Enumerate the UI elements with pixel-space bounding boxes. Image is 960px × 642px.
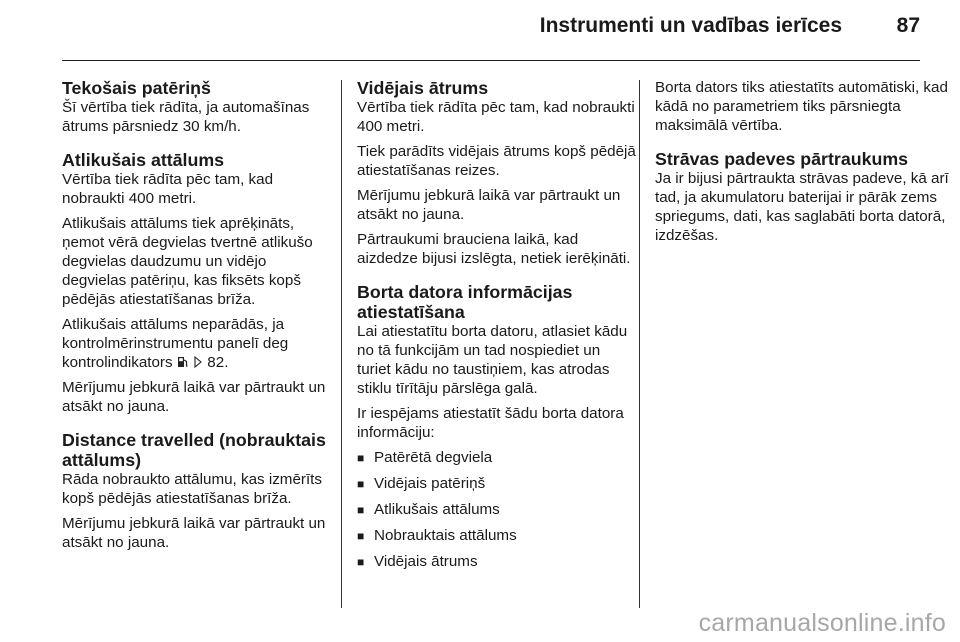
section-heading-power-interruption: Strāvas padeves pārtraukums bbox=[655, 149, 909, 169]
column-1 bbox=[62, 78, 334, 558]
section-heading-reset: Borta datora informācijas atiestatīšana bbox=[357, 282, 573, 322]
header-divider bbox=[62, 60, 920, 61]
section-heading-remaining-range: Atlikušais attālums bbox=[62, 150, 225, 170]
bullet-icon: ■ bbox=[357, 555, 365, 569]
bullet-icon: ■ bbox=[357, 529, 365, 543]
page-number: 87 bbox=[896, 14, 920, 37]
paragraph-text: Atlikušais attālums neparādās, ja kontrolmērinstrumentu panelī deg kontrolindikators bbox=[62, 316, 289, 371]
section-heading-current-consumption: Tekošais patēriņš bbox=[62, 78, 211, 98]
list-item bbox=[357, 500, 637, 520]
bullet-icon: ■ bbox=[357, 477, 365, 491]
paragraph: Mērījumu jebkurā laikā var pārtraukt un atsākt no jauna. bbox=[357, 187, 621, 223]
paragraph: Mērījumu jebkurā laikā var pārtraukt un atsākt no jauna. bbox=[62, 515, 326, 551]
list-item bbox=[357, 448, 637, 468]
page-reference-icon bbox=[193, 356, 203, 368]
page-header-title: Instrumenti un vadības ierīces bbox=[539, 14, 842, 37]
bullet-icon: ■ bbox=[357, 503, 365, 517]
list-item bbox=[357, 552, 637, 572]
paragraph: Atlikušais attālums tiek aprēķināts, ņemot vērā degvielas tvertnē atlikušo degvielas daudzumu un vidējo degvielas patēriņu, kas fiksēts kopš pēdējās atiestatīšanas brīža. bbox=[62, 215, 313, 308]
paragraph: Ir iespējams atiestatīt šādu borta datora informāciju: bbox=[357, 405, 624, 441]
list-item-label: Atlikušais attālums bbox=[374, 501, 500, 518]
paragraph: Lai atiestatītu borta datoru, atlasiet kādu no tā funkcijām un tad nospiediet un turiet kādu no taustiņiem, kas atrodas stiklu tīrītāju pārslēga galā. bbox=[357, 323, 628, 397]
list-item-label: Vidējais patēriņš bbox=[374, 475, 486, 492]
paragraph: Šī vērtība tiek rādīta, ja automašīnas ātrums pārsniedz 30 km/h. bbox=[62, 99, 310, 135]
paragraph: Vērtība tiek rādīta pēc tam, kad nobraukti 400 metri. bbox=[62, 171, 274, 207]
section-heading-average-speed: Vidējais ātrums bbox=[357, 78, 489, 98]
list-item bbox=[357, 474, 637, 494]
column-divider-2 bbox=[639, 80, 640, 608]
watermark: carmanualsonline.info bbox=[698, 609, 946, 637]
paragraph: Rāda nobraukto attālumu, kas izmērīts kopš pēdējās atiestatīšanas brīža. bbox=[62, 471, 322, 507]
reset-items-list bbox=[357, 448, 637, 572]
list-item-label: Patērētā degviela bbox=[374, 449, 493, 466]
page-reference[interactable]: 82. bbox=[207, 354, 229, 371]
paragraph: Tiek parādīts vidējais ātrums kopš pēdējā atiestatīšanas reizes. bbox=[357, 143, 636, 179]
fuel-pump-icon bbox=[177, 356, 189, 368]
list-item bbox=[357, 526, 637, 546]
paragraph: Borta dators tiks atiestatīts automātiski, kad kādā no parametriem tiks pārsniegta maksimālā vērtība. bbox=[655, 79, 948, 134]
list-item-label: Nobrauktais attālums bbox=[374, 527, 517, 544]
paragraph: Vērtība tiek rādīta pēc tam, kad nobraukti 400 metri. bbox=[357, 99, 635, 135]
column-2 bbox=[357, 78, 637, 578]
paragraph: Pārtraukumi brauciena laikā, kad aizdedze bijusi izslēgta, netiek ierēķināti. bbox=[357, 231, 631, 267]
section-heading-distance-travelled: Distance travelled (nobrauktais attālums) bbox=[62, 430, 326, 470]
bullet-icon: ■ bbox=[357, 451, 365, 465]
paragraph: Ja ir bijusi pārtraukta strāvas padeve, kā arī tad, ja akumulatoru baterijai ir pārāk zems spriegums, dati, kas saglabāti borta datorā, izdzēšas. bbox=[655, 170, 949, 244]
list-item-label: Vidējais ātrums bbox=[374, 553, 478, 570]
paragraph: Mērījumu jebkurā laikā var pārtraukt un atsākt no jauna. bbox=[62, 379, 326, 415]
column-3 bbox=[655, 78, 955, 251]
column-divider-1 bbox=[341, 80, 342, 608]
paragraph-with-reference bbox=[62, 315, 334, 372]
